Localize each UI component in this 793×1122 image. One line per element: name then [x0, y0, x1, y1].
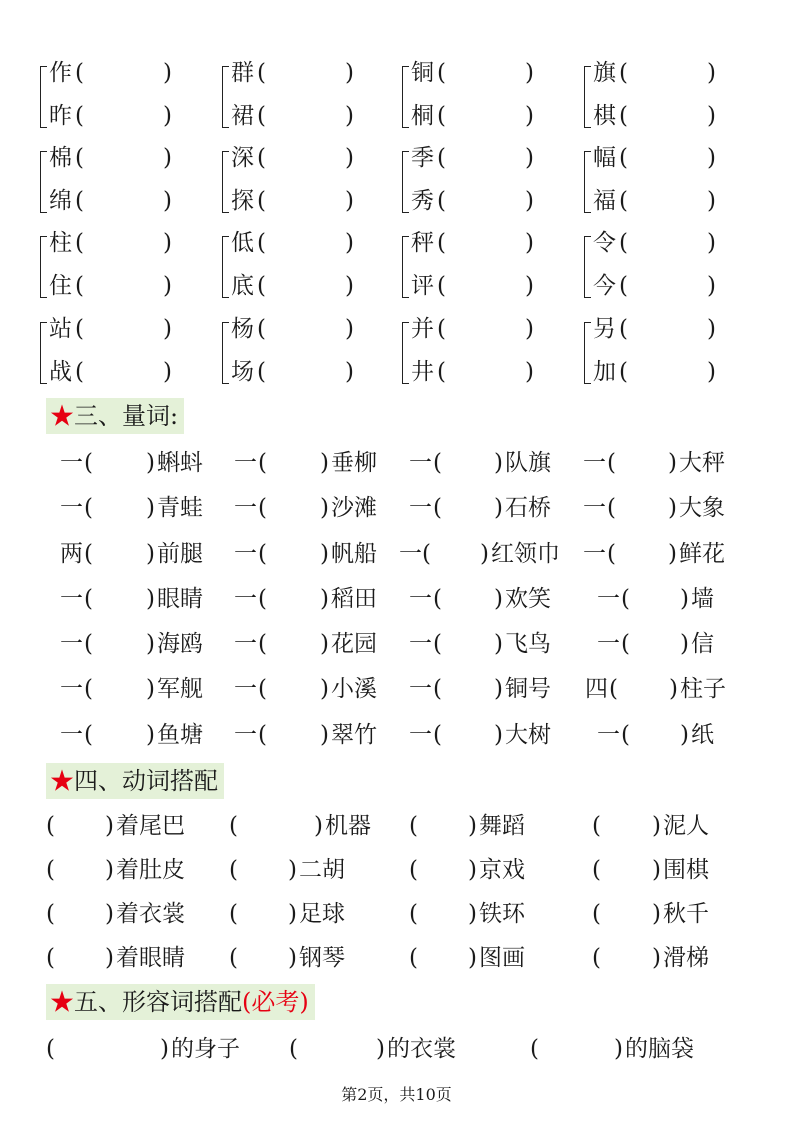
measure-noun: 海鸥 [157, 631, 203, 657]
section_five-heading [46, 984, 315, 1020]
open-paren: ( [609, 676, 618, 702]
must-test-note: 必考 [251, 988, 300, 1016]
close-paren: ) [146, 722, 155, 748]
measure-prefix: 一 [60, 586, 83, 612]
measure-noun: 大象 [679, 495, 725, 521]
open-paren: ( [433, 450, 442, 476]
open-paren: ( [592, 945, 601, 971]
open-paren: ( [409, 857, 418, 883]
measure-noun: 石桥 [505, 495, 551, 521]
close-paren: ) [668, 495, 677, 521]
close-paren: ) [525, 359, 534, 385]
open-paren: ( [592, 857, 601, 883]
close-paren: ) [146, 495, 155, 521]
close-paren: ) [707, 145, 716, 171]
measure-noun: 青蛙 [157, 495, 203, 521]
star-icon: ★ [50, 767, 74, 795]
verb-object: 足球 [299, 901, 345, 927]
open-paren: ( [257, 60, 266, 86]
measure-prefix: 四 [585, 676, 608, 702]
open-paren: ( [592, 813, 601, 839]
open-paren: ( [258, 541, 267, 567]
open-paren: ( [619, 188, 628, 214]
pair-brace [402, 322, 409, 384]
close-paren: ) [163, 230, 172, 256]
open-paren: ( [433, 676, 442, 702]
measure-noun: 帆船 [331, 541, 377, 567]
measure-noun: 铜号 [505, 676, 551, 702]
measure-noun: 稻田 [331, 586, 377, 612]
open-paren: ( [621, 722, 630, 748]
open-paren: ( [258, 495, 267, 521]
open-paren: ( [75, 273, 84, 299]
close-paren: ) [345, 230, 354, 256]
verb-object: 秋千 [663, 901, 709, 927]
open-paren: ( [621, 586, 630, 612]
pair-character: 杨 [231, 316, 254, 342]
adjective-noun: 的衣裳 [387, 1036, 456, 1062]
measure-noun: 信 [691, 631, 714, 657]
pair-character: 幅 [593, 145, 616, 171]
adjective-noun: 的身子 [171, 1036, 240, 1062]
open-paren: ( [258, 676, 267, 702]
open-paren: ( [437, 145, 446, 171]
open-paren: ( [258, 631, 267, 657]
open-paren: ( [75, 316, 84, 342]
measure-noun: 鱼塘 [157, 722, 203, 748]
measure-prefix: 一 [583, 495, 606, 521]
open-paren: ( [257, 188, 266, 214]
section-title: 四、动词搭配 [74, 767, 218, 795]
measure-noun: 翠竹 [331, 722, 377, 748]
close-paren: ) [680, 586, 689, 612]
section_three-heading [46, 398, 184, 434]
open-paren: ( [75, 145, 84, 171]
close-paren: ) [345, 145, 354, 171]
pair-character: 棋 [593, 103, 616, 129]
close-paren: ) [345, 188, 354, 214]
open-paren: ( [75, 188, 84, 214]
pair-brace [402, 236, 409, 298]
close-paren: ) [468, 945, 477, 971]
close-paren: ) [652, 901, 661, 927]
pair-character: 裙 [231, 103, 254, 129]
open-paren: ( [607, 541, 616, 567]
open-paren: ( [437, 316, 446, 342]
measure-prefix: 一 [409, 676, 432, 702]
open-paren: ( [75, 230, 84, 256]
open-paren: ( [229, 901, 238, 927]
verb-object: 二胡 [299, 857, 345, 883]
pair-character: 评 [411, 273, 434, 299]
pair-character: 作 [49, 60, 72, 86]
measure-prefix: 一 [409, 631, 432, 657]
open-paren: ( [409, 813, 418, 839]
page-number: 第2页，共10页 [341, 1085, 452, 1104]
close-paren: ) [680, 722, 689, 748]
close-paren: ) [345, 316, 354, 342]
close-paren: ) [494, 722, 503, 748]
open-paren: ( [84, 631, 93, 657]
open-paren: ( [289, 1036, 298, 1062]
pair-brace [584, 236, 591, 298]
close-paren: ) [614, 1036, 623, 1062]
pair-character: 旗 [593, 60, 616, 86]
open-paren: ( [257, 103, 266, 129]
measure-prefix: 一 [60, 676, 83, 702]
close-paren: ) [146, 631, 155, 657]
close-paren: ) [707, 316, 716, 342]
pair-character: 柱 [49, 230, 72, 256]
measure-prefix: 一 [60, 450, 83, 476]
close-paren: ) [468, 901, 477, 927]
measure-prefix: 一 [583, 541, 606, 567]
pair-brace [40, 151, 47, 213]
open-paren: ( [75, 60, 84, 86]
verb-object: 着尾巴 [116, 813, 185, 839]
note-paren: ) [299, 988, 309, 1016]
measure-noun: 蝌蚪 [157, 450, 203, 476]
open-paren: ( [257, 230, 266, 256]
close-paren: ) [652, 945, 661, 971]
star-icon: ★ [50, 988, 74, 1016]
verb-object: 泥人 [663, 813, 709, 839]
measure-noun: 大秤 [679, 450, 725, 476]
pair-character: 福 [593, 188, 616, 214]
pair-character: 今 [593, 273, 616, 299]
measure-prefix: 一 [409, 495, 432, 521]
close-paren: ) [163, 273, 172, 299]
pair-brace [584, 151, 591, 213]
measure-prefix: 一 [597, 631, 620, 657]
open-paren: ( [46, 857, 55, 883]
measure-noun: 红领巾 [491, 541, 560, 567]
verb-object: 围棋 [663, 857, 709, 883]
verb-object: 钢琴 [299, 945, 345, 971]
open-paren: ( [437, 273, 446, 299]
measure-prefix: 一 [60, 495, 83, 521]
close-paren: ) [105, 945, 114, 971]
measure-prefix: 一 [234, 541, 257, 567]
measure-prefix: 一 [234, 586, 257, 612]
open-paren: ( [437, 103, 446, 129]
close-paren: ) [320, 495, 329, 521]
open-paren: ( [229, 945, 238, 971]
verb-object: 滑梯 [663, 945, 709, 971]
close-paren: ) [707, 359, 716, 385]
verb-object: 京戏 [479, 857, 525, 883]
measure-prefix: 一 [234, 676, 257, 702]
close-paren: ) [468, 813, 477, 839]
close-paren: ) [345, 103, 354, 129]
pair-brace [584, 66, 591, 128]
pair-brace [40, 236, 47, 298]
pair-character: 低 [231, 230, 254, 256]
close-paren: ) [105, 857, 114, 883]
pair-character: 群 [231, 60, 254, 86]
open-paren: ( [437, 359, 446, 385]
measure-noun: 垂柳 [331, 450, 377, 476]
verb-object: 着眼睛 [116, 945, 185, 971]
measure-prefix: 一 [409, 722, 432, 748]
close-paren: ) [494, 631, 503, 657]
close-paren: ) [146, 676, 155, 702]
measure-prefix: 一 [60, 722, 83, 748]
pair-character: 站 [49, 316, 72, 342]
close-paren: ) [525, 145, 534, 171]
pair-character: 棉 [49, 145, 72, 171]
close-paren: ) [494, 586, 503, 612]
measure-prefix: 一 [234, 450, 257, 476]
close-paren: ) [146, 541, 155, 567]
close-paren: ) [707, 60, 716, 86]
close-paren: ) [707, 273, 716, 299]
pair-character: 探 [231, 188, 254, 214]
close-paren: ) [376, 1036, 385, 1062]
close-paren: ) [105, 901, 114, 927]
pair-brace [222, 151, 229, 213]
pair-brace [584, 322, 591, 384]
close-paren: ) [288, 901, 297, 927]
verb-object: 铁环 [479, 901, 525, 927]
open-paren: ( [84, 722, 93, 748]
open-paren: ( [433, 495, 442, 521]
open-paren: ( [257, 273, 266, 299]
pair-character: 场 [231, 359, 254, 385]
measure-prefix: 一 [409, 450, 432, 476]
pair-brace [40, 322, 47, 384]
close-paren: ) [525, 60, 534, 86]
measure-noun: 花园 [331, 631, 377, 657]
section_four-heading [46, 763, 224, 799]
close-paren: ) [288, 857, 297, 883]
close-paren: ) [494, 450, 503, 476]
close-paren: ) [320, 631, 329, 657]
open-paren: ( [619, 145, 628, 171]
pair-character: 战 [49, 359, 72, 385]
open-paren: ( [75, 359, 84, 385]
open-paren: ( [46, 813, 55, 839]
open-paren: ( [258, 722, 267, 748]
close-paren: ) [707, 188, 716, 214]
pair-character: 另 [593, 316, 616, 342]
close-paren: ) [669, 676, 678, 702]
open-paren: ( [84, 586, 93, 612]
open-paren: ( [257, 359, 266, 385]
close-paren: ) [668, 450, 677, 476]
open-paren: ( [619, 316, 628, 342]
pair-brace [402, 66, 409, 128]
measure-prefix: 一 [399, 541, 422, 567]
open-paren: ( [619, 230, 628, 256]
verb-object: 着肚皮 [116, 857, 185, 883]
close-paren: ) [320, 541, 329, 567]
pair-character: 桐 [411, 103, 434, 129]
adjective-noun: 的脑袋 [625, 1036, 694, 1062]
measure-noun: 小溪 [331, 676, 377, 702]
open-paren: ( [46, 901, 55, 927]
close-paren: ) [707, 230, 716, 256]
measure-noun: 前腿 [157, 541, 203, 567]
close-paren: ) [345, 60, 354, 86]
close-paren: ) [707, 103, 716, 129]
open-paren: ( [46, 1036, 55, 1062]
close-paren: ) [320, 722, 329, 748]
measure-prefix: 一 [409, 586, 432, 612]
close-paren: ) [480, 541, 489, 567]
open-paren: ( [619, 60, 628, 86]
open-paren: ( [46, 945, 55, 971]
pair-character: 秀 [411, 188, 434, 214]
close-paren: ) [494, 495, 503, 521]
close-paren: ) [146, 586, 155, 612]
close-paren: ) [163, 188, 172, 214]
close-paren: ) [525, 273, 534, 299]
measure-prefix: 一 [597, 586, 620, 612]
pair-brace [222, 66, 229, 128]
open-paren: ( [229, 857, 238, 883]
measure-noun: 墙 [691, 586, 714, 612]
measure-prefix: 一 [234, 495, 257, 521]
open-paren: ( [75, 103, 84, 129]
close-paren: ) [146, 450, 155, 476]
pair-brace [222, 322, 229, 384]
pair-character: 昨 [49, 103, 72, 129]
pair-character: 底 [231, 273, 254, 299]
close-paren: ) [163, 316, 172, 342]
pair-brace [222, 236, 229, 298]
pair-character: 深 [231, 145, 254, 171]
pair-character: 住 [49, 273, 72, 299]
close-paren: ) [525, 316, 534, 342]
close-paren: ) [163, 103, 172, 129]
close-paren: ) [320, 676, 329, 702]
close-paren: ) [163, 359, 172, 385]
open-paren: ( [433, 631, 442, 657]
close-paren: ) [320, 586, 329, 612]
pair-character: 秤 [411, 230, 434, 256]
open-paren: ( [619, 273, 628, 299]
measure-noun: 欢笑 [505, 586, 551, 612]
pair-character: 铜 [411, 60, 434, 86]
pair-character: 并 [411, 316, 434, 342]
open-paren: ( [258, 450, 267, 476]
section-title: 三、量词: [74, 402, 179, 430]
verb-object: 舞蹈 [479, 813, 525, 839]
close-paren: ) [314, 813, 323, 839]
close-paren: ) [320, 450, 329, 476]
pair-character: 令 [593, 230, 616, 256]
open-paren: ( [437, 230, 446, 256]
pair-character: 井 [411, 359, 434, 385]
verb-object: 图画 [479, 945, 525, 971]
pair-character: 绵 [49, 188, 72, 214]
measure-noun: 沙滩 [331, 495, 377, 521]
open-paren: ( [258, 586, 267, 612]
open-paren: ( [621, 631, 630, 657]
open-paren: ( [84, 676, 93, 702]
open-paren: ( [592, 901, 601, 927]
close-paren: ) [105, 813, 114, 839]
close-paren: ) [163, 60, 172, 86]
measure-noun: 柱子 [680, 676, 726, 702]
measure-prefix: 两 [60, 541, 83, 567]
open-paren: ( [437, 60, 446, 86]
close-paren: ) [652, 813, 661, 839]
open-paren: ( [530, 1036, 539, 1062]
open-paren: ( [409, 945, 418, 971]
verb-object: 着衣裳 [116, 901, 185, 927]
measure-noun: 大树 [505, 722, 551, 748]
close-paren: ) [652, 857, 661, 883]
close-paren: ) [525, 230, 534, 256]
pair-character: 加 [593, 359, 616, 385]
measure-prefix: 一 [60, 631, 83, 657]
close-paren: ) [160, 1036, 169, 1062]
close-paren: ) [494, 676, 503, 702]
section-title: 五、形容词搭配 [74, 988, 242, 1016]
open-paren: ( [257, 316, 266, 342]
measure-noun: 飞鸟 [505, 631, 551, 657]
measure-prefix: 一 [234, 631, 257, 657]
open-paren: ( [437, 188, 446, 214]
star-icon: ★ [50, 402, 74, 430]
measure-noun: 军舰 [157, 676, 203, 702]
measure-prefix: 一 [597, 722, 620, 748]
measure-noun: 眼睛 [157, 586, 203, 612]
pair-character: 季 [411, 145, 434, 171]
close-paren: ) [345, 359, 354, 385]
open-paren: ( [257, 145, 266, 171]
verb-object: 机器 [325, 813, 371, 839]
open-paren: ( [84, 495, 93, 521]
close-paren: ) [525, 188, 534, 214]
open-paren: ( [619, 359, 628, 385]
measure-noun: 队旗 [505, 450, 551, 476]
open-paren: ( [84, 450, 93, 476]
close-paren: ) [668, 541, 677, 567]
open-paren: ( [607, 450, 616, 476]
open-paren: ( [433, 722, 442, 748]
open-paren: ( [433, 586, 442, 612]
close-paren: ) [345, 273, 354, 299]
close-paren: ) [525, 103, 534, 129]
note-paren: ( [242, 988, 252, 1016]
pair-brace [40, 66, 47, 128]
open-paren: ( [84, 541, 93, 567]
open-paren: ( [229, 813, 238, 839]
close-paren: ) [468, 857, 477, 883]
measure-noun: 鲜花 [679, 541, 725, 567]
open-paren: ( [607, 495, 616, 521]
measure-prefix: 一 [583, 450, 606, 476]
close-paren: ) [288, 945, 297, 971]
pair-brace [402, 151, 409, 213]
close-paren: ) [163, 145, 172, 171]
open-paren: ( [422, 541, 431, 567]
close-paren: ) [680, 631, 689, 657]
measure-noun: 纸 [691, 722, 714, 748]
measure-prefix: 一 [234, 722, 257, 748]
open-paren: ( [409, 901, 418, 927]
open-paren: ( [619, 103, 628, 129]
